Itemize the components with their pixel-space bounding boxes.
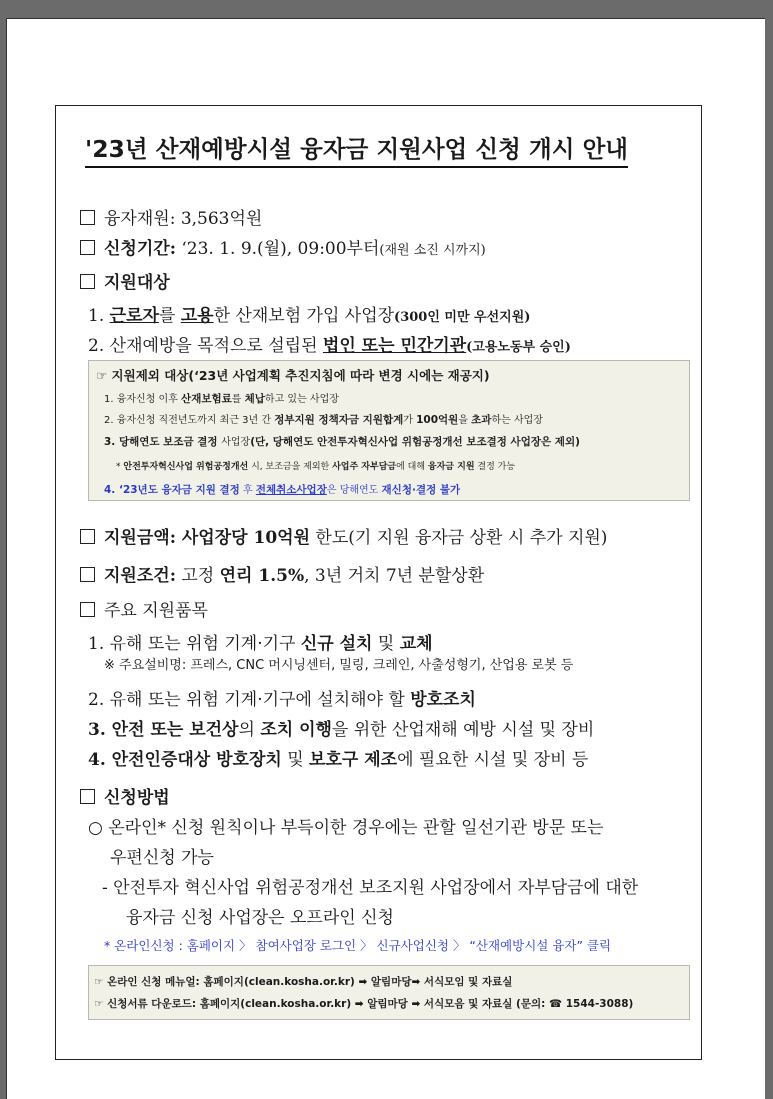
items-item-4: 4. 안전인증대상 방호장치 및 보호구 제조에 필요한 시설 및 장비 등 <box>88 750 589 770</box>
target-item-1: 1. 근로자를 고용한 산재보험 가입 사업장(300인 미만 우선지원) <box>88 306 531 326</box>
method-label: 신청방법 <box>104 788 170 808</box>
method-line-2a: - 안전투자 혁신사업 위험공정개선 보조지원 사업장에서 자부담금에 대한 <box>102 878 639 898</box>
checkbox-icon <box>80 529 95 544</box>
exclusion-header: ☞ 지원제외 대상(‘23년 사업계획 추진지침에 따라 변경 시에는 재공지) <box>96 368 490 383</box>
amount-line: 지원금액: 사업장당 10억원 한도(기 지원 융자금 상환 시 추가 지원) <box>80 523 607 548</box>
funds-line <box>80 204 262 229</box>
condition-line: 지원조건: 고정 연리 1.5%, 3년 거치 7년 분할상환 <box>80 561 484 586</box>
items-item-1: 1. 유해 또는 위험 기계·기구 신규 설치 및 교체 <box>88 634 433 654</box>
items-heading <box>80 596 208 621</box>
footer-manual: ☞ 온라인 신청 메뉴얼: 홈페이지(clean.kosha.or.kr) ➡ 알림마당➡ 서식모임 및 자료실 <box>94 976 513 988</box>
exclusion-item-1: 1. 융자신청 이후 산재보험료를 체납하고 있는 사업장 <box>104 393 339 405</box>
target-heading <box>80 268 170 293</box>
checkbox-icon <box>80 210 95 225</box>
period-line <box>80 234 486 259</box>
checkbox-icon <box>80 274 95 289</box>
amount-label: 지원금액: <box>104 528 176 548</box>
period-note: (재원 소진 시까지) <box>379 243 486 258</box>
condition-label: 지원조건: <box>104 566 176 586</box>
checkbox-icon <box>80 240 95 255</box>
period-value: ‘23. 1. 9.(월), 09:00부터 <box>181 239 380 259</box>
target-label: 지원대상 <box>104 273 170 293</box>
method-line-1b: 우편신청 가능 <box>110 848 214 868</box>
checkbox-icon <box>80 567 95 582</box>
method-line-2b: 융자금 신청 사업장은 오프라인 신청 <box>126 908 394 928</box>
items-label: 주요 지원품목 <box>104 601 208 621</box>
items-item-2: 2. 유해 또는 위험 기계·기구에 설치해야 할 방호조치 <box>88 690 476 710</box>
target-item-2: 2. 산재예방을 목적으로 설립된 법인 또는 민간기관(고용노동부 승인) <box>88 336 571 356</box>
funds-label: 융자재원: <box>104 209 176 229</box>
exclusion-item-2: 2. 융자신청 직전년도까지 최근 3년 간 정부지원 정책자금 지원합계가 100억원을 초과하는 사업장 <box>104 414 543 426</box>
exclusion-item-3: 3. 당해연도 보조금 결정 사업장(단, 당해연도 안전투자혁신사업 위험공정개선 보조결정 사업장은 제외) <box>104 436 580 448</box>
checkbox-icon <box>80 789 95 804</box>
exclusion-item-4: 4. ‘23년도 융자금 지원 결정 후 전체취소사업장은 당해연도 재신청·결정 불가 <box>104 484 461 496</box>
footer-download: ☞ 신청서류 다운로드: 홈페이지(clean.kosha.or.kr) ➡ 알림마당 ➡ 서식모음 및 자료실 (문의: ☎ 1544-3088) <box>94 998 634 1010</box>
exclusion-item-3-note: * 안전투자혁신사업 위험공정개선 시, 보조금을 제외한 사업주 자부담금에 대해 융자금 지원 결정 가능 <box>116 462 516 472</box>
items-item-3: 3. 안전 또는 보건상의 조치 이행을 위한 산업재해 예방 시설 및 장비 <box>88 720 595 740</box>
items-item-1-note: ※ 주요설비명: 프레스, CNC 머시닝센터, 밀링, 크레인, 사출성형기, 산업용 로봇 등 <box>104 658 574 673</box>
period-label: 신청기간: <box>104 239 176 259</box>
method-heading <box>80 783 170 808</box>
checkbox-icon <box>80 602 95 617</box>
online-instructions: * 온라인신청 : 홈페이지 〉 참여사업장 로그인 〉 신규사업신청 〉 “산재예방시설 융자” 클릭 <box>104 938 612 953</box>
method-line-1a: ○ 온라인* 신청 원칙이나 부득이한 경우에는 관할 일선기관 방문 또는 <box>88 818 604 838</box>
page-title: '23년 산재예방시설 융자금 지원사업 신청 개시 안내 <box>85 130 628 168</box>
funds-value: 3,563억원 <box>180 209 263 229</box>
